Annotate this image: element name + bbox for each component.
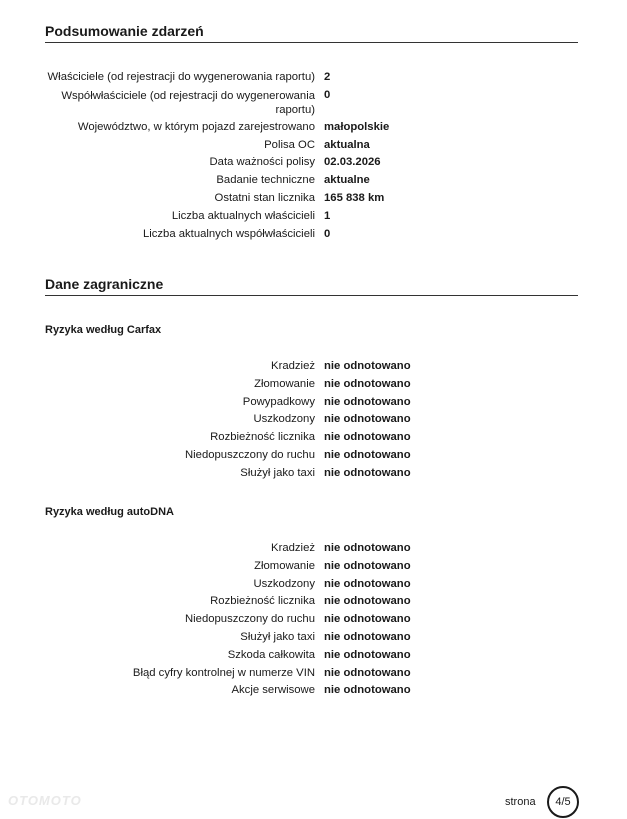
row-label: Polisa OC	[264, 138, 315, 151]
row-label: Niedopuszczony do ruchu	[185, 613, 315, 626]
carfax-subheader: Ryzyka według Carfax	[45, 324, 162, 336]
row-label: Liczba aktualnych właścicieli	[171, 209, 315, 222]
foreign-section-title: Dane zagraniczne	[45, 275, 578, 296]
row-label: Uszkodzony	[253, 413, 315, 426]
row-value: nie odnotowano	[324, 595, 411, 608]
table-row	[45, 154, 578, 172]
watermark-logo: OTOMOTO	[8, 793, 82, 808]
autodna-table	[45, 540, 578, 700]
row-label: Współwłaściciele (od rejestracji do wygenerowania raportu)	[61, 89, 315, 116]
table-row	[45, 172, 578, 190]
row-label: Szkoda całkowita	[227, 648, 315, 661]
row-label: Rozbieżność licznika	[210, 595, 315, 608]
row-label: Złomowanie	[254, 559, 315, 572]
row-label: Błąd cyfry kontrolnej w numerze VIN	[132, 666, 315, 679]
row-label: Służył jako taxi	[240, 630, 315, 643]
page-label: strona	[505, 796, 536, 808]
row-label: Właściciele (od rejestracji do wygenerowania raportu)	[47, 71, 315, 83]
page-number: 4/5	[555, 796, 571, 808]
row-value: nie odnotowano	[324, 395, 411, 408]
table-row	[45, 558, 578, 576]
row-value: nie odnotowano	[324, 542, 411, 554]
table-row	[45, 611, 578, 629]
row-value: 0	[324, 88, 331, 101]
row-value: nie odnotowano	[324, 377, 411, 390]
row-value: nie odnotowano	[324, 613, 411, 626]
row-value: nie odnotowano	[324, 684, 411, 697]
table-row	[45, 208, 578, 226]
table-row	[45, 629, 578, 647]
row-label: Uszkodzony	[253, 577, 315, 590]
row-label: Niedopuszczony do ruchu	[185, 448, 315, 461]
row-label: Służył jako taxi	[240, 466, 315, 479]
row-value: nie odnotowano	[324, 431, 411, 444]
row-value: nie odnotowano	[324, 448, 411, 461]
row-label: Powypadkowy	[242, 395, 315, 408]
row-value: nie odnotowano	[324, 630, 411, 643]
table-row	[45, 429, 578, 447]
row-label: Rozbieżność licznika	[210, 431, 315, 444]
row-label: Liczba aktualnych współwłaścicieli	[142, 227, 315, 240]
table-row	[45, 190, 578, 208]
row-value: 165 838 km	[324, 191, 385, 204]
row-value: nie odnotowano	[324, 666, 411, 679]
row-value: nie odnotowano	[324, 360, 411, 372]
row-value: aktualne	[324, 174, 370, 187]
row-value: nie odnotowano	[324, 577, 411, 590]
table-row	[45, 358, 578, 376]
table-row	[45, 411, 578, 429]
table-row	[45, 447, 578, 465]
row-value: nie odnotowano	[324, 559, 411, 572]
summary-table	[45, 69, 578, 243]
table-row	[45, 576, 578, 594]
summary-section-title: Podsumowanie zdarzeń	[45, 22, 578, 43]
row-label: Ostatni stan licznika	[214, 191, 315, 204]
table-row	[45, 394, 578, 412]
row-label: Akcje serwisowe	[231, 684, 315, 697]
table-row	[45, 119, 578, 137]
table-row	[45, 137, 578, 155]
carfax-table	[45, 358, 578, 483]
table-row	[45, 226, 578, 244]
row-value: nie odnotowano	[324, 466, 411, 479]
table-row	[45, 593, 578, 611]
page-number-badge	[547, 786, 579, 818]
table-row	[45, 69, 578, 87]
table-row	[45, 87, 578, 119]
row-value: nie odnotowano	[324, 413, 411, 426]
row-value: 2	[324, 71, 331, 83]
row-label: Kradzież	[271, 542, 315, 554]
row-value: 0	[324, 227, 331, 240]
row-value: nie odnotowano	[324, 648, 411, 661]
row-label: Kradzież	[271, 360, 315, 372]
row-value: 02.03.2026	[324, 156, 381, 169]
row-label: Badanie techniczne	[216, 174, 315, 187]
table-row	[45, 540, 578, 558]
row-value: aktualna	[324, 138, 370, 151]
row-label: Województwo, w którym pojazd zarejestrowano	[77, 120, 315, 133]
table-row	[45, 665, 578, 683]
autodna-subheader: Ryzyka według autoDNA	[45, 506, 174, 518]
table-row	[45, 376, 578, 394]
row-label: Data ważności polisy	[209, 156, 315, 169]
row-value: 1	[324, 209, 331, 222]
row-label: Złomowanie	[254, 377, 315, 390]
table-row	[45, 647, 578, 665]
table-row	[45, 682, 578, 700]
table-row	[45, 465, 578, 483]
row-value: małopolskie	[324, 120, 390, 133]
